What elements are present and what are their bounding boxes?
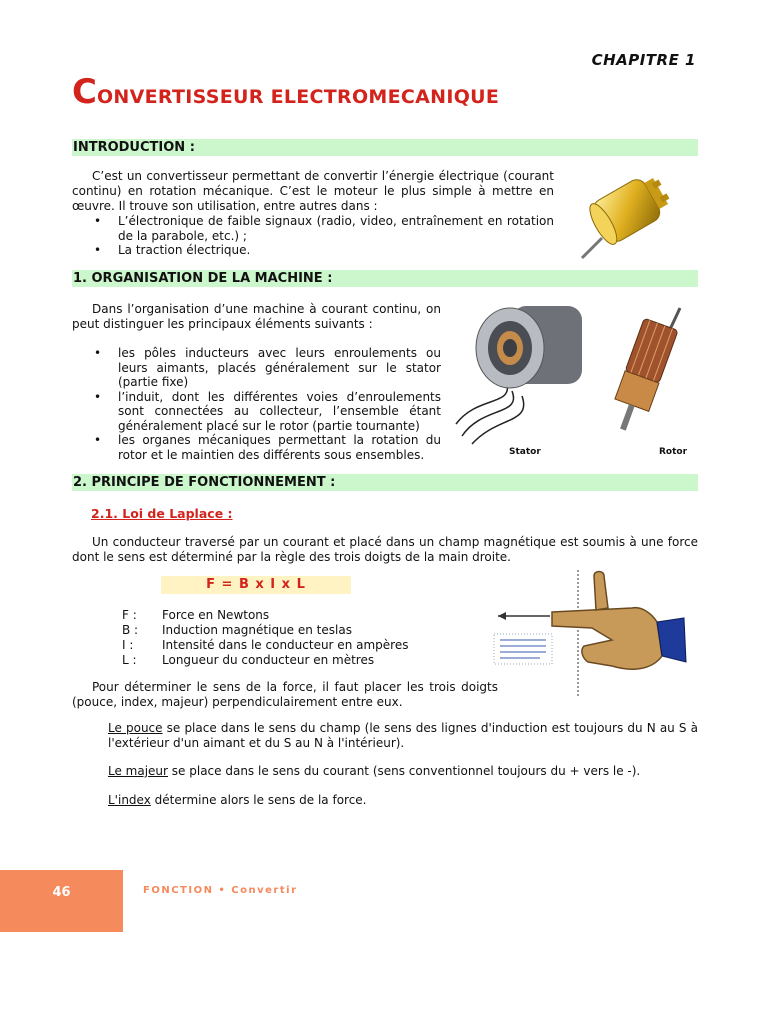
rule-text: se place dans le sens du champ (le sens des lignes d'induction est toujours du N au S à l'extérieur d'un aimant et du S au N à l'intérieur). (108, 721, 699, 750)
section2-heading: 2. PRINCIPE DE FONCTIONNEMENT : (72, 474, 698, 491)
chapter-label: CHAPITRE 1 (591, 51, 696, 69)
rule-term: Le majeur (108, 764, 168, 778)
definition-symbol: F : (122, 608, 137, 622)
rule-text: détermine alors le sens de la force. (150, 793, 367, 807)
list-item: • La traction électrique. (94, 243, 251, 257)
definition-list (122, 608, 462, 668)
right-hand-rule-image (492, 566, 688, 700)
rule-index (108, 793, 698, 808)
page-title (72, 72, 499, 112)
stator-caption: Stator (509, 447, 541, 457)
rule-middle-finger (108, 764, 698, 779)
dc-motor-image (572, 170, 682, 270)
rotor-image (596, 302, 696, 444)
rule-term: L'index (108, 793, 151, 807)
intro-heading: INTRODUCTION : (72, 139, 698, 156)
laplace-paragraph: Un conducteur traversé par un courant et placé dans un champ magnétique est soumis à une force dont le sens est déterminé par la règle des trois doigts de la main droite. (72, 535, 698, 564)
list-item: • L’électronique de faible signaux (radio, video, entraînement en rotation de la parabole, etc.) ; (94, 214, 554, 243)
definition-text: Intensité dans le conducteur en ampères (162, 638, 409, 652)
list-item: • l’induit, dont les différentes voies d’enroulements sont connectées au collecteur, l’ensemble étant généralement placé sur le rotor (partie tournante) (94, 389, 441, 433)
intro-block (72, 169, 554, 258)
rule-paragraph: Pour déterminer le sens de la force, il faut placer les trois doigts (pouce, index, majeur) perpendiculairement entre eux. (72, 680, 498, 709)
page-number: 46 (0, 870, 123, 932)
definition-text: Longueur du conducteur en mètres (162, 653, 375, 667)
rule-text: se place dans le sens du courant (sens conventionnel toujours du + vers le -). (167, 764, 641, 778)
title-rest: ONVERTISSEUR ELECTROMECANIQUE (96, 86, 500, 108)
section1-heading: 1. ORGANISATION DE LA MACHINE : (72, 270, 698, 287)
intro-bullet-list (72, 214, 554, 258)
laplace-subheading: 2.1. Loi de Laplace : (91, 506, 233, 521)
laplace-formula: F = B x I x L (161, 576, 351, 594)
stator-image (452, 296, 602, 448)
section1-bullet-list (72, 346, 441, 462)
footer-label: FONCTION • Convertir (143, 885, 298, 896)
list-item: • les pôles inducteurs avec leurs enroulements ou leurs aimants, placés généralement sur le stator (partie fixe) (94, 346, 441, 389)
intro-paragraph: C’est un convertisseur permettant de convertir l’énergie électrique (courant continu) en rotation mécanique. C’est le moteur le plus simple à mettre en œuvre. Il trouve son utilisation, entre autres dans : (72, 169, 554, 213)
rule-thumb (108, 721, 698, 751)
rule-term: Le pouce (108, 721, 163, 735)
title-first-letter: C (72, 72, 97, 112)
definition-symbol: I : (122, 638, 134, 652)
section1-paragraph: Dans l’organisation d’une machine à courant continu, on peut distinguer les principaux éléments suivants : (72, 302, 441, 331)
section1-block (72, 302, 441, 462)
definition-text: Force en Newtons (162, 608, 270, 622)
definition-text: Induction magnétique en teslas (162, 623, 352, 637)
definition-symbol: L : (122, 653, 137, 667)
list-item: • les organes mécaniques permettant la rotation du rotor et le maintien des différents sous ensembles. (94, 433, 441, 462)
definition-symbol: B : (122, 623, 139, 637)
rotor-caption: Rotor (659, 447, 688, 457)
